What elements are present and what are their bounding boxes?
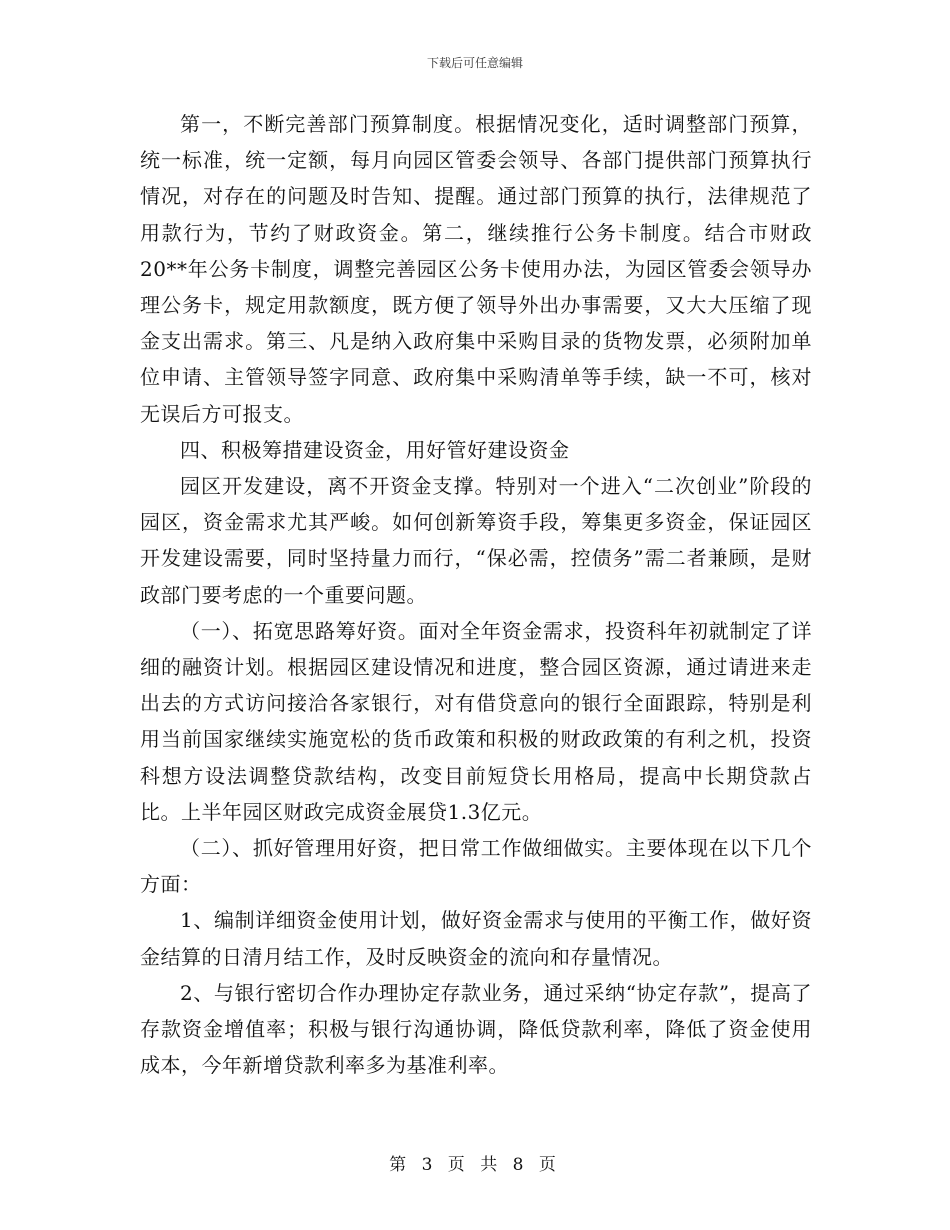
section-heading-funds: 四、积极筹措建设资金，用好管好建设资金 [180, 437, 570, 462]
list-item-1: 1、编制详细资金使用计划，做好资金需求与使用的平衡工作，做好资金结算的日清月结工作，及时反映资金的流向和存量情况。 [140, 908, 812, 969]
paragraph-park-development: 园区开发建设，离不开资金支撑。特别对一个进入“二次创业”阶段的园区，资金需求尤其严峻。如何创新筹资手段，筹集更多资金，保证园区开发建设需要，同时坚持量力而行，“保必需，控债务”需二者兼顾，是财政部门要考虑的一个重要问题。 [140, 474, 812, 607]
paragraph-management: （二）、抓好管理用好资，把日常工作做细做实。主要体现在以下几个方面： [140, 836, 812, 897]
page-header: 下载后可任意编辑 [426, 56, 523, 70]
document-body [140, 106, 812, 1083]
list-item-2: 2、与银行密切合作办理协定存款业务，通过采纳“协定存款”，提高了存款资金增值率；积极与银行沟通协调，降低贷款利率，降低了资金使用成本，今年新增贷款利率多为基准利率。 [140, 980, 812, 1078]
paragraph-financing: （一）、拓宽思路筹好资。面对全年资金需求，投资科年初就制定了详细的融资计划。根据园区建设情况和进度，整合园区资源，通过请进来走出去的方式访问接洽各家银行，对有借贷意向的银行全面跟踪，特别是利用当前国家继续实施宽松的货币政策和积极的财政政策的有利之机，投资科想方设法调整贷款结构，改变目前短贷长用格局，提高中长期贷款占比。上半年园区财政完成资金展贷1.3亿元。 [140, 618, 812, 824]
page-number: 第 3 页 共 8 页 [389, 1155, 561, 1175]
paragraph-budget-measures: 第一，不断完善部门预算制度。根据情况变化，适时调整部门预算，统一标准，统一定额，每月向园区管委会领导、各部门提供部门预算执行情况，对存在的问题及时告知、提醒。通过部门预算的执行，法律规范了用款行为，节约了财政资金。第二，继续推行公务卡制度。结合市财政20**年公务卡制度，调整完善园区公务卡使用办法，为园区管委会领导办理公务卡，规定用款额度，既方便了领导外出办事需要，又大大压缩了现金支出需求。第三、凡是纳入政府集中采购目录的货物发票，必须附加单位申请、主管领导签字同意、政府集中采购清单等手续，缺一不可，核对无误后方可报支。 [140, 112, 812, 426]
